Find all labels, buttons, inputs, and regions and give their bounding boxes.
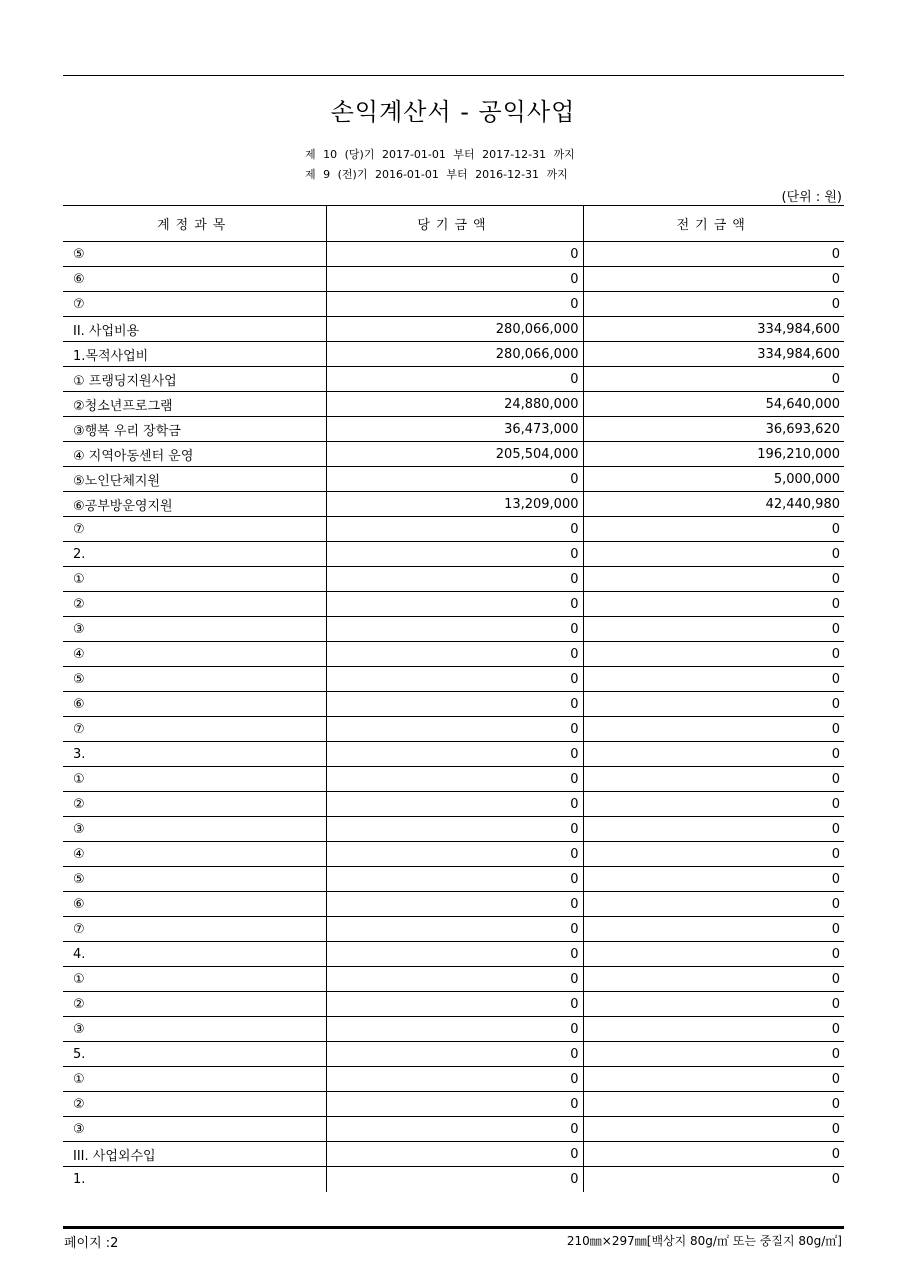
- current-amount: 0: [326, 617, 583, 642]
- table-row: [63, 1017, 844, 1042]
- account-name: II. 사업비용: [63, 317, 326, 342]
- table-row: [63, 592, 844, 617]
- current-amount: 280,066,000: [326, 317, 583, 342]
- table-row: [63, 292, 844, 317]
- table-row: [63, 817, 844, 842]
- table-row: [63, 467, 844, 492]
- account-name: ③: [63, 617, 326, 642]
- table-row: [63, 542, 844, 567]
- account-name: ① 프랭딩지원사업: [63, 367, 326, 392]
- previous-amount: 196,210,000: [583, 442, 844, 467]
- current-amount: 0: [326, 367, 583, 392]
- current-amount: 0: [326, 1117, 583, 1142]
- header-current-amount: 당기금액: [326, 206, 583, 242]
- table-row: [63, 1067, 844, 1092]
- table-row: [63, 267, 844, 292]
- bottom-rule: [63, 1226, 844, 1229]
- account-name: ①: [63, 967, 326, 992]
- previous-amount: 0: [583, 692, 844, 717]
- previous-amount: 0: [583, 942, 844, 967]
- account-name: ③행복 우리 장학금: [63, 417, 326, 442]
- table-row: [63, 867, 844, 892]
- current-amount: 205,504,000: [326, 442, 583, 467]
- current-amount: 0: [326, 742, 583, 767]
- account-name: ④ 지역아동센터 운영: [63, 442, 326, 467]
- account-name: 3.: [63, 742, 326, 767]
- previous-amount: 0: [583, 1092, 844, 1117]
- account-name: 1.목적사업비: [63, 342, 326, 367]
- current-amount: 0: [326, 867, 583, 892]
- table-row: [63, 517, 844, 542]
- current-amount: 0: [326, 1042, 583, 1067]
- previous-amount: 0: [583, 917, 844, 942]
- account-name: ⑦: [63, 292, 326, 317]
- previous-amount: 0: [583, 992, 844, 1017]
- current-amount: 0: [326, 592, 583, 617]
- account-name: ③: [63, 1017, 326, 1042]
- table-row: [63, 392, 844, 417]
- previous-amount: 0: [583, 1117, 844, 1142]
- account-name: ②: [63, 592, 326, 617]
- previous-amount: 0: [583, 617, 844, 642]
- current-amount: 0: [326, 567, 583, 592]
- previous-amount: 0: [583, 517, 844, 542]
- unit-label: (단위 : 원): [781, 190, 842, 205]
- current-amount: 280,066,000: [326, 342, 583, 367]
- current-amount: 0: [326, 942, 583, 967]
- previous-amount: 0: [583, 892, 844, 917]
- current-amount: 36,473,000: [326, 417, 583, 442]
- account-name: ⑤노인단체지원: [63, 467, 326, 492]
- previous-amount: 334,984,600: [583, 342, 844, 367]
- current-amount: 0: [326, 1167, 583, 1192]
- current-amount: 0: [326, 917, 583, 942]
- previous-amount: 0: [583, 667, 844, 692]
- table-row: [63, 917, 844, 942]
- table-row: [63, 717, 844, 742]
- current-amount: 0: [326, 267, 583, 292]
- account-name: ②청소년프로그램: [63, 392, 326, 417]
- current-amount: 0: [326, 642, 583, 667]
- table-row: [63, 367, 844, 392]
- period-previous: 제 9 (전)기 2016-01-01 부터 2016-12-31 까지: [305, 168, 568, 181]
- current-amount: 0: [326, 1142, 583, 1167]
- current-amount: 0: [326, 1067, 583, 1092]
- current-amount: 24,880,000: [326, 392, 583, 417]
- account-name: ⑦: [63, 917, 326, 942]
- previous-amount: 0: [583, 1017, 844, 1042]
- account-name: ①: [63, 567, 326, 592]
- previous-amount: 0: [583, 842, 844, 867]
- table-row: [63, 242, 844, 267]
- previous-amount: 0: [583, 967, 844, 992]
- current-amount: 0: [326, 1092, 583, 1117]
- table-row: [63, 342, 844, 367]
- current-amount: 0: [326, 242, 583, 267]
- header-previous-amount: 전기금액: [583, 206, 844, 242]
- paper-spec: 210㎜×297㎜[백상지 80g/㎡ 또는 중질지 80g/㎡]: [566, 1234, 842, 1248]
- current-amount: 0: [326, 817, 583, 842]
- table-row: [63, 1167, 844, 1192]
- account-name: ②: [63, 792, 326, 817]
- table-header-row: [63, 206, 844, 242]
- previous-amount: 0: [583, 1042, 844, 1067]
- table-row: [63, 942, 844, 967]
- page-number: 페이지 :2: [64, 1236, 119, 1251]
- account-name: ③: [63, 1117, 326, 1142]
- header-account: 계정과목: [63, 206, 326, 242]
- account-name: ⑥공부방운영지원: [63, 492, 326, 517]
- previous-amount: 0: [583, 767, 844, 792]
- table-row: [63, 892, 844, 917]
- account-name: 4.: [63, 942, 326, 967]
- current-amount: 0: [326, 792, 583, 817]
- previous-amount: 54,640,000: [583, 392, 844, 417]
- previous-amount: 0: [583, 542, 844, 567]
- account-name: ⑥: [63, 692, 326, 717]
- current-amount: 0: [326, 517, 583, 542]
- current-amount: 0: [326, 717, 583, 742]
- previous-amount: 0: [583, 1067, 844, 1092]
- table-row: [63, 792, 844, 817]
- table-row: [63, 742, 844, 767]
- account-name: ④: [63, 642, 326, 667]
- table-row: [63, 767, 844, 792]
- table-row: [63, 442, 844, 467]
- previous-amount: 36,693,620: [583, 417, 844, 442]
- previous-amount: 0: [583, 592, 844, 617]
- account-name: ④: [63, 842, 326, 867]
- table-row: [63, 417, 844, 442]
- document-title: 손익계산서 - 공익사업: [330, 98, 576, 126]
- account-name: ⑤: [63, 242, 326, 267]
- table-row: [63, 692, 844, 717]
- current-amount: 0: [326, 292, 583, 317]
- account-name: ①: [63, 767, 326, 792]
- current-amount: 0: [326, 892, 583, 917]
- current-amount: 0: [326, 1017, 583, 1042]
- table-row: [63, 567, 844, 592]
- previous-amount: 0: [583, 292, 844, 317]
- table-row: [63, 1142, 844, 1167]
- account-name: ②: [63, 1092, 326, 1117]
- previous-amount: 0: [583, 567, 844, 592]
- previous-amount: 0: [583, 642, 844, 667]
- current-amount: 0: [326, 692, 583, 717]
- account-name: III. 사업외수입: [63, 1142, 326, 1167]
- account-name: 2.: [63, 542, 326, 567]
- table-row: [63, 1117, 844, 1142]
- previous-amount: 0: [583, 242, 844, 267]
- current-amount: 0: [326, 467, 583, 492]
- account-name: ①: [63, 1067, 326, 1092]
- current-amount: 0: [326, 967, 583, 992]
- account-name: ⑦: [63, 717, 326, 742]
- current-amount: 0: [326, 767, 583, 792]
- account-name: ⑤: [63, 867, 326, 892]
- table-row: [63, 667, 844, 692]
- current-amount: 0: [326, 542, 583, 567]
- top-rule: [63, 75, 844, 76]
- table-row: [63, 317, 844, 342]
- previous-amount: 5,000,000: [583, 467, 844, 492]
- table-row: [63, 992, 844, 1017]
- account-name: ②: [63, 992, 326, 1017]
- previous-amount: 0: [583, 367, 844, 392]
- table-row: [63, 842, 844, 867]
- current-amount: 13,209,000: [326, 492, 583, 517]
- previous-amount: 0: [583, 742, 844, 767]
- table-row: [63, 1092, 844, 1117]
- table-row: [63, 967, 844, 992]
- current-amount: 0: [326, 667, 583, 692]
- period-current: 제 10 (당)기 2017-01-01 부터 2017-12-31 까지: [305, 148, 575, 161]
- current-amount: 0: [326, 992, 583, 1017]
- table-row: [63, 617, 844, 642]
- table-row: [63, 1042, 844, 1067]
- account-name: ⑦: [63, 517, 326, 542]
- account-name: 5.: [63, 1042, 326, 1067]
- previous-amount: 0: [583, 1142, 844, 1167]
- current-amount: 0: [326, 842, 583, 867]
- income-statement-table: [63, 205, 844, 1192]
- previous-amount: 0: [583, 1167, 844, 1192]
- previous-amount: 0: [583, 267, 844, 292]
- account-name: ⑥: [63, 892, 326, 917]
- account-name: 1.: [63, 1167, 326, 1192]
- account-name: ③: [63, 817, 326, 842]
- account-name: ⑥: [63, 267, 326, 292]
- table-row: [63, 642, 844, 667]
- table-row: [63, 492, 844, 517]
- previous-amount: 0: [583, 867, 844, 892]
- previous-amount: 42,440,980: [583, 492, 844, 517]
- previous-amount: 0: [583, 817, 844, 842]
- previous-amount: 0: [583, 717, 844, 742]
- account-name: ⑤: [63, 667, 326, 692]
- previous-amount: 334,984,600: [583, 317, 844, 342]
- previous-amount: 0: [583, 792, 844, 817]
